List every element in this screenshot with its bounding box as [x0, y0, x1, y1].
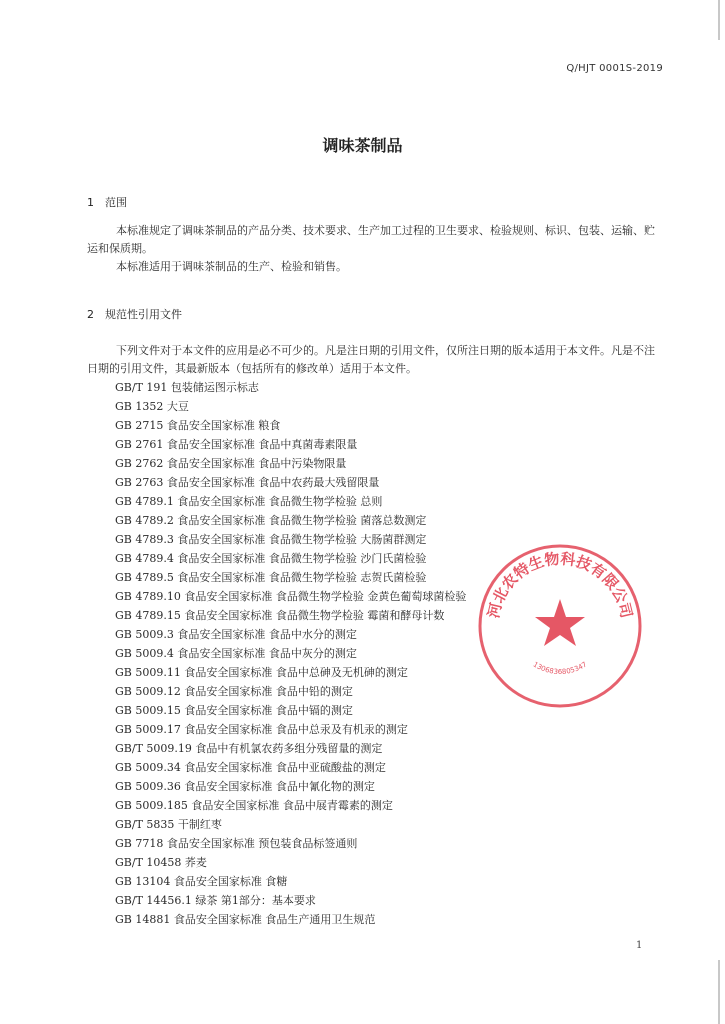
reference-item: GB 4789.10 食品安全国家标准 食品微生物学检验 金黄色葡萄球菌检验 — [115, 590, 467, 603]
normative-references-list — [115, 378, 466, 929]
seal-star-icon — [535, 599, 585, 646]
reference-item: GB 5009.15 食品安全国家标准 食品中镉的测定 — [115, 704, 353, 717]
seal-company-name: 河北农特生物科技有限公司 — [484, 549, 636, 620]
reference-item: GB/T 191 包装储运图示标志 — [115, 381, 259, 394]
reference-item: GB 4789.15 食品安全国家标准 食品微生物学检验 霉菌和酵母计数 — [115, 609, 445, 622]
reference-item: GB/T 10458 荞麦 — [115, 856, 207, 869]
reference-item: GB 5009.11 食品安全国家标准 食品中总砷及无机砷的测定 — [115, 666, 408, 679]
reference-item: GB 4789.3 食品安全国家标准 食品微生物学检验 大肠菌群测定 — [115, 533, 427, 546]
reference-item: GB 4789.4 食品安全国家标准 食品微生物学检验 沙门氏菌检验 — [115, 552, 427, 565]
page-number: 1 — [636, 940, 643, 951]
section-title: 范围 — [105, 196, 127, 209]
reference-item: GB 5009.34 食品安全国家标准 食品中亚硫酸盐的测定 — [115, 761, 386, 774]
reference-item: GB 1352 大豆 — [115, 400, 189, 413]
company-seal-stamp — [476, 542, 644, 710]
reference-item: GB 5009.3 食品安全国家标准 食品中水分的测定 — [115, 628, 357, 641]
section-title: 规范性引用文件 — [105, 308, 182, 321]
reference-item: GB/T 5009.19 食品中有机氯农药多组分残留量的测定 — [115, 742, 383, 755]
reference-item: GB 5009.185 食品安全国家标准 食品中展青霉素的测定 — [115, 799, 393, 812]
reference-item: GB 5009.12 食品安全国家标准 食品中铅的测定 — [115, 685, 353, 698]
reference-item: GB 5009.4 食品安全国家标准 食品中灰分的测定 — [115, 647, 357, 660]
document-title: 调味茶制品 — [322, 136, 403, 155]
reference-item: GB 4789.1 食品安全国家标准 食品微生物学检验 总则 — [115, 495, 383, 508]
reference-item: GB 5009.36 食品安全国家标准 食品中氰化物的测定 — [115, 780, 375, 793]
scan-edge-mark — [718, 0, 720, 40]
seal-serial-number: 1306836805347 — [531, 660, 589, 676]
scan-edge-mark — [718, 960, 720, 1024]
reference-item: GB 7718 食品安全国家标准 预包装食品标签通则 — [115, 837, 358, 850]
reference-item: GB 2761 食品安全国家标准 食品中真菌毒素限量 — [115, 438, 358, 451]
reference-item: GB 2715 食品安全国家标准 粮食 — [115, 419, 281, 432]
reference-item: GB 2762 食品安全国家标准 食品中污染物限量 — [115, 457, 347, 470]
references-intro-paragraph: 下列文件对于本文件的应用是必不可少的。凡是注日期的引用文件，仅所注日期的版本适用于本文件。凡是不注日期的引用文件，其最新版本（包括所有的修改单）适用于本文件。 — [87, 344, 655, 375]
reference-item: GB 2763 食品安全国家标准 食品中农药最大残留限量 — [115, 476, 380, 489]
scope-paragraph-1: 本标准规定了调味茶制品的产品分类、技术要求、生产加工过程的卫生要求、检验规则、标识、包装、运输、贮运和保质期。 — [87, 224, 655, 255]
standard-code: Q/HJT 0001S-2019 — [566, 63, 663, 74]
reference-item: GB 4789.5 食品安全国家标准 食品微生物学检验 志贺氏菌检验 — [115, 571, 427, 584]
section-2-heading — [87, 306, 182, 322]
section-1-heading — [87, 194, 127, 210]
reference-item: GB/T 5835 干制红枣 — [115, 818, 222, 831]
reference-item: GB 13104 食品安全国家标准 食糖 — [115, 875, 288, 888]
reference-item: GB 5009.17 食品安全国家标准 食品中总汞及有机汞的测定 — [115, 723, 408, 736]
section-number: 2 — [87, 308, 94, 321]
reference-item: GB/T 14456.1 绿茶 第1部分：基本要求 — [115, 894, 316, 907]
section-number: 1 — [87, 196, 94, 209]
reference-item: GB 14881 食品安全国家标准 食品生产通用卫生规范 — [115, 913, 376, 926]
scope-paragraph-2: 本标准适用于调味茶制品的生产、检验和销售。 — [116, 260, 347, 273]
reference-item: GB 4789.2 食品安全国家标准 食品微生物学检验 菌落总数测定 — [115, 514, 427, 527]
